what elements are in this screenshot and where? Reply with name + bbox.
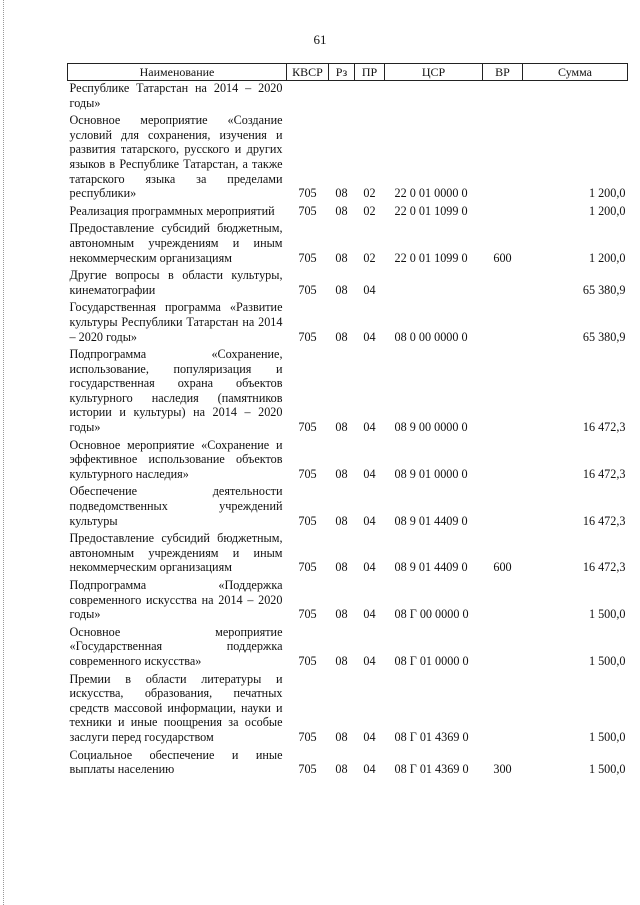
cell-kvsr: 705 (298, 329, 317, 344)
cell-rz: 08 (335, 653, 348, 668)
header-vr: ВР (483, 64, 523, 81)
cell-kvsr: 705 (298, 762, 317, 777)
cell-rz: 08 (335, 282, 348, 297)
cell-kvsr: 705 (298, 729, 317, 744)
cell-vr (483, 575, 523, 622)
table-row (68, 575, 628, 622)
table-header-row (68, 64, 628, 81)
cell-pr: 04 (363, 282, 376, 297)
cell-pr: 04 (363, 560, 376, 575)
cell-kvsr: 705 (298, 466, 317, 481)
cell-name: Подпрограмма «Сохранение, использование, популяризация и государственная охрана объектов культурного наследия (памятников истории и культуры) на 2014 – 2020 годы» (69, 347, 283, 435)
cell-rz: 08 (335, 607, 348, 622)
table-row (68, 745, 628, 777)
cell-pr: 04 (363, 762, 376, 777)
cell-rz: 08 (335, 466, 348, 481)
cell-sum: 1 500,0 (588, 607, 626, 622)
table-row (68, 265, 628, 297)
cell-sum: 1 500,0 (588, 762, 626, 777)
cell-rz: 08 (335, 729, 348, 744)
cell-name: Реализация программных мероприятий (69, 203, 275, 218)
cell-name: Республике Татарстан на 2014 – 2020 годы» (69, 81, 283, 110)
cell-rz: 08 (335, 203, 348, 218)
cell-csr (385, 265, 483, 297)
table-row (68, 344, 628, 435)
cell-pr: 04 (363, 420, 376, 435)
cell-kvsr: 705 (298, 560, 317, 575)
cell-csr: 08 9 01 4409 0 (394, 513, 468, 528)
cell-pr: 02 (363, 186, 376, 201)
cell-kvsr: 705 (298, 250, 317, 265)
cell-vr (483, 201, 523, 219)
cell-kvsr: 705 (298, 282, 317, 297)
cell-csr: 08 Г 01 0000 0 (394, 653, 469, 668)
cell-name: Основное мероприятие «Создание условий для сохранения, изучения и развития татарского, русского и других языков в Республике Татарстан, а также татарского языка за пределами республики» (69, 113, 283, 201)
cell-name: Премии в области литературы и искусства, образования, печатных средств массовой информации, науки и техники и иные поощрения за особые заслуги перед государством (69, 671, 283, 744)
header-rz: Рз (329, 64, 355, 81)
cell-vr: 600 (493, 560, 512, 575)
cell-csr: 08 9 01 0000 0 (394, 466, 468, 481)
cell-pr: 04 (363, 513, 376, 528)
header-csr: ЦСР (385, 64, 483, 81)
cell-pr: 02 (363, 250, 376, 265)
header-name: Наименование (68, 64, 287, 81)
cell-kvsr: 705 (298, 653, 317, 668)
cell-csr: 08 9 01 4409 0 (394, 560, 468, 575)
cell-sum: 1 200,0 (588, 250, 626, 265)
cell-pr: 04 (363, 607, 376, 622)
cell-rz: 08 (335, 250, 348, 265)
cell-name: Другие вопросы в области культуры, кинематографии (69, 268, 283, 297)
table-row (68, 435, 628, 482)
table-row (68, 110, 628, 201)
cell-csr: 08 0 00 0000 0 (394, 329, 468, 344)
table-row (68, 528, 628, 575)
cell-sum: 16 472,3 (582, 513, 626, 528)
cell-kvsr: 705 (298, 513, 317, 528)
cell-kvsr: 705 (298, 420, 317, 435)
table-row (68, 218, 628, 265)
cell-sum: 1 200,0 (588, 203, 626, 218)
cell-vr (483, 297, 523, 344)
cell-kvsr: 705 (298, 186, 317, 201)
cell-rz: 08 (335, 329, 348, 344)
cell-name: Обеспечение деятельности подведомственных учреждений культуры (69, 484, 283, 528)
cell-kvsr: 705 (298, 203, 317, 218)
cell-csr: 08 9 00 0000 0 (394, 420, 468, 435)
cell-rz: 08 (335, 560, 348, 575)
cell-vr (483, 110, 523, 201)
cell-sum: 16 472,3 (582, 420, 626, 435)
cell-csr: 22 0 01 0000 0 (394, 186, 468, 201)
cell-csr: 22 0 01 1099 0 (394, 250, 468, 265)
cell-sum: 65 380,9 (582, 329, 626, 344)
cell-pr: 02 (363, 203, 376, 218)
cell-rz: 08 (335, 762, 348, 777)
cell-name: Предоставление субсидий бюджетным, автономным учреждениям и иным некоммерческим организациям (69, 531, 283, 575)
cell-csr: 08 Г 00 0000 0 (394, 607, 469, 622)
cell-kvsr: 705 (298, 607, 317, 622)
cell-name: Социальное обеспечение и иные выплаты населению (69, 747, 283, 777)
cell-rz (329, 81, 355, 111)
cell-rz: 08 (335, 420, 348, 435)
cell-sum: 65 380,9 (582, 282, 626, 297)
page-number: 61 (313, 32, 327, 47)
header-sum: Сумма (523, 64, 628, 81)
cell-csr: 22 0 01 1099 0 (394, 203, 468, 218)
cell-pr: 04 (363, 653, 376, 668)
cell-vr: 600 (493, 250, 512, 265)
cell-vr (483, 622, 523, 669)
table-row (68, 669, 628, 745)
cell-pr: 04 (363, 729, 376, 744)
cell-vr (483, 481, 523, 528)
table-row (68, 481, 628, 528)
cell-name: Предоставление субсидий бюджетным, автономным учреждениям и иным некоммерческим организациям (69, 221, 283, 265)
cell-sum: 16 472,3 (582, 560, 626, 575)
cell-vr (483, 81, 523, 111)
cell-sum (523, 81, 628, 111)
table-row (68, 297, 628, 344)
budget-table (67, 63, 628, 777)
cell-kvsr (287, 81, 329, 111)
cell-pr (355, 81, 385, 111)
cell-vr (483, 265, 523, 297)
cell-pr: 04 (363, 329, 376, 344)
cell-csr: 08 Г 01 4369 0 (394, 729, 469, 744)
cell-name: Государственная программа «Развитие культуры Республики Татарстан на 2014 – 2020 годы» (69, 300, 283, 344)
cell-sum: 1 200,0 (588, 186, 626, 201)
table-row (68, 622, 628, 669)
cell-vr (483, 344, 523, 435)
header-kvsr: КВСР (287, 64, 329, 81)
table-body (68, 81, 628, 777)
cell-pr: 04 (363, 466, 376, 481)
cell-rz: 08 (335, 186, 348, 201)
page-left-edge (3, 0, 4, 905)
cell-csr: 08 Г 01 4369 0 (394, 762, 469, 777)
cell-sum: 16 472,3 (582, 466, 626, 481)
table-row (68, 201, 628, 219)
cell-name: Основное мероприятие «Сохранение и эффективное использование объектов культурного наследия» (69, 437, 283, 481)
cell-vr (483, 669, 523, 745)
cell-vr: 300 (493, 762, 512, 777)
header-pr: ПР (355, 64, 385, 81)
cell-vr (483, 435, 523, 482)
cell-sum: 1 500,0 (588, 729, 626, 744)
cell-csr (385, 81, 483, 111)
cell-name: Подпрограмма «Поддержка современного искусства на 2014 – 2020 годы» (69, 578, 283, 622)
cell-sum: 1 500,0 (588, 653, 626, 668)
cell-rz: 08 (335, 513, 348, 528)
table-row (68, 81, 628, 111)
cell-name: Основное мероприятие «Государственная поддержка современного искусства» (69, 624, 283, 668)
